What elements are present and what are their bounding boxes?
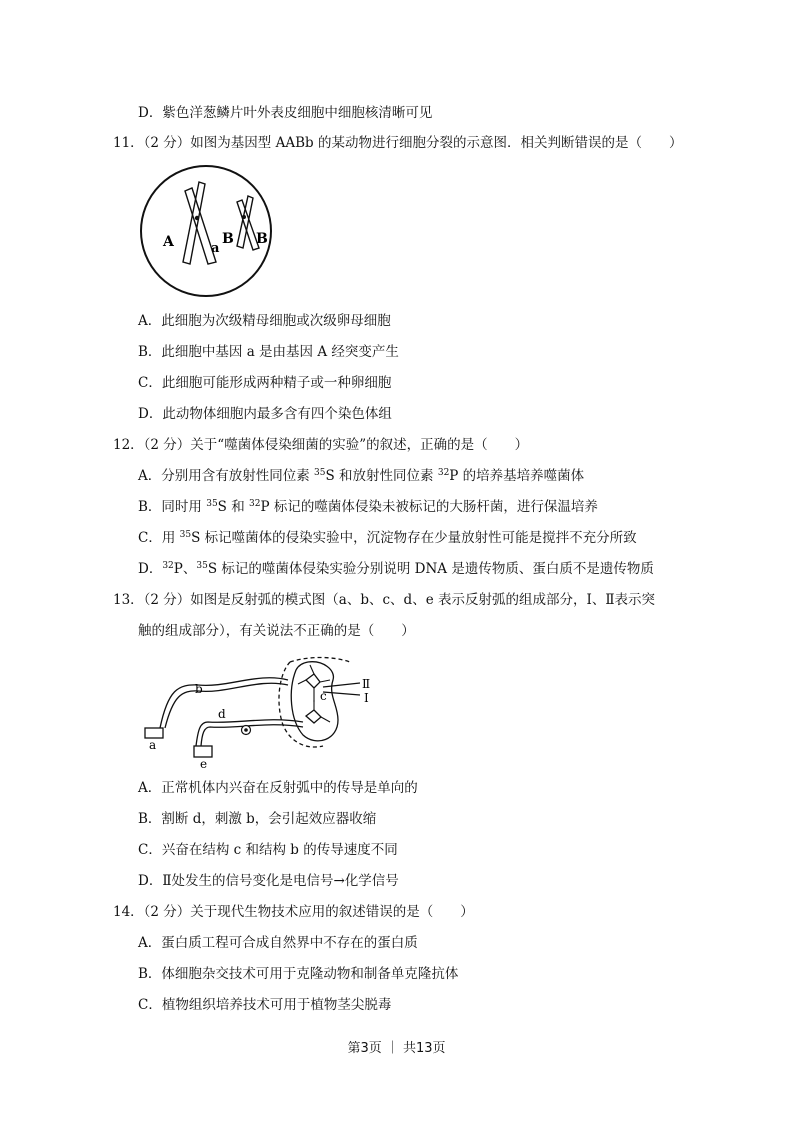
q13-stem-line1: 13．（2 分）如图是反射弧的模式图（a、b、c、d、e 表示反射弧的组成部分，Ⅰ、Ⅱ表示突	[113, 592, 655, 608]
label-e: e	[200, 757, 208, 770]
q13-stem-line2: 触的组成部分），有关说法不正确的是（ ）	[138, 623, 415, 639]
q12-stem: 12．（2 分）关于“噬菌体侵染细菌的实验”的叙述，正确的是（ ）	[113, 437, 529, 453]
label-a: a	[149, 738, 157, 752]
q13-option-d: D．Ⅱ处发生的信号变化是电信号→化学信号	[138, 873, 399, 889]
q10-option-d: D．紫色洋葱鳞片叶外表皮细胞中细胞核清晰可见	[138, 105, 433, 121]
q13-option-c: C．兴奋在结构 c 和结构 b 的传导速度不同	[138, 842, 398, 858]
q14-option-b: B．体细胞杂交技术可用于克隆动物和制备单克隆抗体	[138, 966, 459, 982]
label-c: c	[320, 689, 327, 703]
gene-label-B-right: B	[256, 231, 268, 247]
label-I: I	[364, 691, 369, 705]
gene-label-A: A	[163, 234, 174, 250]
q13-option-a: A．正常机体内兴奋在反射弧中的传导是单向的	[138, 780, 418, 796]
q12-option-a: A．分别用含有放射性同位素 $^{35}$S 和放射性同位素 $^{32}$P 的培养基培养噬菌体	[138, 468, 585, 484]
cell-division-diagram	[138, 160, 273, 302]
q13-option-b: B．割断 d，刺激 b，会引起效应器收缩	[138, 811, 377, 827]
q14-stem: 14．（2 分）关于现代生物技术应用的叙述错误的是（ ）	[113, 904, 474, 920]
q12-option-d: D．$^{32}$P、$^{35}$S 标记的噬菌体侵染实验分别说明 DNA 是遗传物质、蛋白质不是遗传物质	[138, 561, 654, 577]
reflex-arc-diagram	[138, 650, 388, 770]
q14-option-a: A．蛋白质工程可合成自然界中不存在的蛋白质	[138, 935, 418, 951]
label-II: Ⅱ	[362, 677, 371, 691]
q11-option-d: D．此动物体细胞内最多含有四个染色体组	[138, 406, 392, 422]
gene-label-a: a	[211, 241, 220, 256]
q11-option-b: B．此细胞中基因 a 是由基因 A 经突变产生	[138, 344, 399, 360]
label-d: d	[218, 707, 226, 721]
q12-option-b: B．同时用 $^{35}$S 和 $^{32}$P 标记的噬菌体侵染未被标记的大肠杆菌，进行保温培养	[138, 499, 598, 515]
q11-option-a: A．此细胞为次级精母细胞或次级卵母细胞	[138, 313, 391, 329]
q11-option-c: C．此细胞可能形成两种精子或一种卵细胞	[138, 375, 392, 391]
q11-stem: 11．（2 分）如图为基因型 AABb 的某动物进行细胞分裂的示意图．相关判断错误的是（ ）	[113, 135, 683, 151]
gene-label-B-left: B	[222, 231, 234, 247]
q12-option-c: C．用 $^{35}$S 标记噬菌体的侵染实验中，沉淀物存在少量放射性可能是搅拌不充分所致	[138, 530, 637, 546]
label-b: b	[195, 682, 203, 696]
page-footer: 第3页 ｜ 共13页	[347, 1041, 446, 1056]
q14-option-c: C．植物组织培养技术可用于植物茎尖脱毒	[138, 997, 392, 1013]
